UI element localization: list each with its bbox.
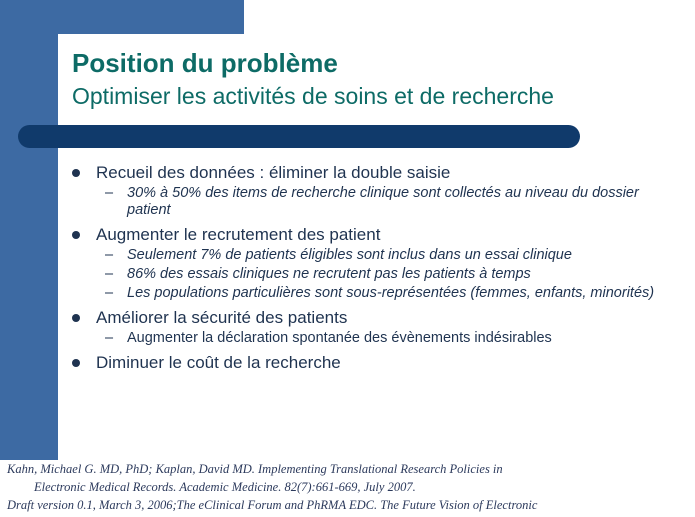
sub-bullet-text: Seulement 7% de patients éligibles sont inclus dans un essai clinique	[127, 247, 572, 263]
sub-bullet-item	[72, 247, 672, 264]
sub-bullet-item	[72, 185, 672, 219]
sub-bullet-text: Augmenter la déclaration spontanée des évènements indésirables	[127, 330, 552, 346]
dash-icon: –	[105, 330, 114, 346]
sub-bullet-text: 30% à 50% des items de recherche clinique sont collectés au niveau du dossier patient	[127, 185, 639, 218]
sub-bullet-item	[72, 330, 672, 347]
bullet-item	[72, 308, 672, 328]
slide-title: Position du problème	[72, 48, 338, 78]
sub-bullet-item	[72, 285, 672, 302]
sub-bullet-text: Les populations particulières sont sous-représentées (femmes, enfants, minorités)	[127, 285, 655, 301]
dash-icon: –	[105, 247, 114, 263]
bullet-item	[72, 163, 672, 183]
reference-line: Electronic Medical Records. Academic Medicine. 82(7):661-669, July 2007.	[34, 480, 416, 494]
bullet-item	[72, 225, 672, 245]
left-decorative-band	[0, 0, 58, 460]
bullet-item	[72, 353, 672, 373]
bullet-dot-icon	[72, 314, 80, 322]
bullet-text: Diminuer le coût de la recherche	[96, 353, 341, 372]
bullet-dot-icon	[72, 231, 80, 239]
dash-icon: –	[105, 266, 114, 282]
dash-icon: –	[105, 285, 114, 301]
dash-icon: –	[105, 185, 114, 201]
title-rule-bar	[18, 125, 580, 148]
bullet-dot-icon	[72, 359, 80, 367]
bullet-text: Recueil des données : éliminer la double saisie	[96, 163, 451, 182]
reference-line: Draft version 0.1, March 3, 2006;The eClinical Forum and PhRMA EDC. The Future Vision of Electronic	[7, 498, 538, 512]
bullet-list	[72, 157, 672, 373]
bullet-text: Améliorer la sécurité des patients	[96, 308, 348, 327]
top-decorative-band	[0, 0, 244, 34]
bullet-dot-icon	[72, 169, 80, 177]
sub-bullet-item	[72, 266, 672, 283]
bullet-text: Augmenter le recrutement des patient	[96, 225, 381, 244]
reference-line: Kahn, Michael G. MD, PhD; Kaplan, David MD. Implementing Translational Research Policies in	[7, 462, 503, 476]
slide-subtitle: Optimiser les activités de soins et de recherche	[72, 83, 554, 109]
sub-bullet-text: 86% des essais cliniques ne recrutent pas les patients à temps	[127, 266, 531, 282]
